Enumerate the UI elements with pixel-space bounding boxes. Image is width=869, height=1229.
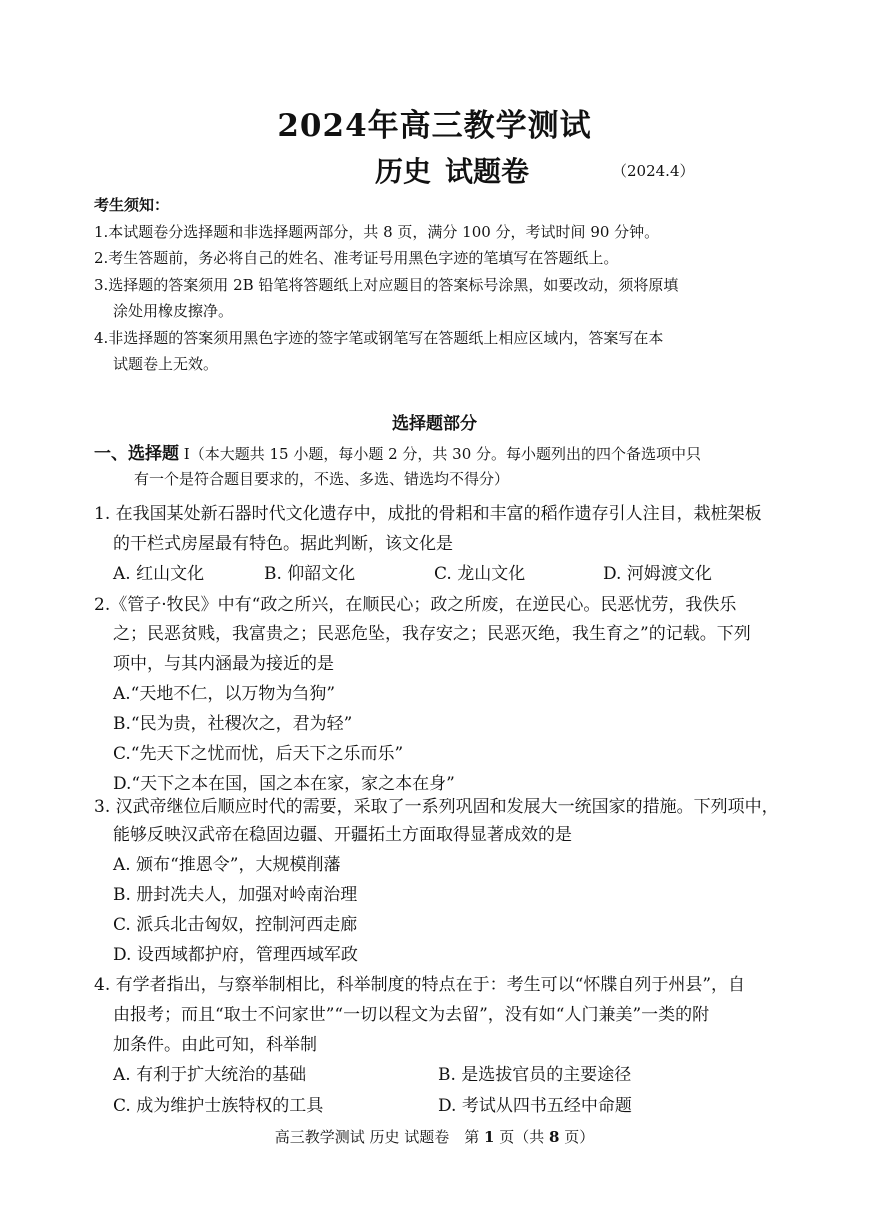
- paper-label: 试题卷: [445, 155, 530, 188]
- page-total: 8: [549, 1128, 560, 1146]
- q4-option-d: D. 考试从四书五经中命题: [438, 1096, 632, 1116]
- q3-stem-line-2: 能够反映汉武帝在稳固边疆、开疆拓土方面取得显著成效的是: [113, 825, 572, 845]
- part1-desc-cont: 有一个是符合题目要求的，不选、多选、错选均不得分）: [134, 470, 510, 488]
- notice-line-4-cont: 试题卷上无效。: [113, 355, 219, 373]
- notice-line-3-cont: 涂处用橡皮擦净。: [113, 302, 234, 320]
- part1-label: 一、选择题: [94, 444, 179, 464]
- q2-stem-line-3: 项中，与其内涵最为接近的是: [113, 654, 334, 674]
- q2-stem-line-1: 2.《管子·牧民》中有“政之所兴，在顺民心；政之所废，在逆民心。民恶忧劳，我佚乐: [94, 595, 737, 615]
- notice-line-3: 3.选择题的答案须用 2B 铅笔将答题纸上对应题目的答案标号涂黑，如要改动，须将原填: [94, 276, 679, 294]
- exam-title: 2024年高三教学测试: [277, 108, 592, 144]
- q2-stem-line-2: 之；民恶贫贱，我富贵之；民恶危坠，我存安之；民恶灭绝，我生育之”的记载。下列: [113, 624, 751, 644]
- q4-stem-line-3: 加条件。由此可知，科举制: [113, 1035, 317, 1055]
- subject-name: 历史: [375, 155, 432, 188]
- q4-stem-line-1: 4. 有学者指出，与察举制相比，科举制度的特点在于：考生可以“怀牒自列于州县”，自: [94, 975, 746, 995]
- notice-line-2: 2.考生答题前，务必将自己的姓名、准考证号用黑色字迹的笔填写在答题纸上。: [94, 249, 619, 267]
- q2-option-d: D.“天下之本在国，国之本在家，家之本在身”: [113, 774, 455, 794]
- q2-option-c: C.“先天下之忧而忧，后天下之乐而乐”: [113, 744, 404, 764]
- q4-option-c: C. 成为维护士族特权的工具: [113, 1096, 324, 1116]
- exam-date: （2024.4）: [612, 162, 695, 180]
- page-footer: [0, 1126, 869, 1147]
- q3-option-c: C. 派兵北击匈奴，控制河西走廊: [113, 915, 358, 935]
- q2-option-a: A.“天地不仁，以万物为刍狗”: [113, 684, 336, 704]
- q2-option-b: B.“民为贵，社稷次之，君为轻”: [113, 714, 353, 734]
- footer-text: 高三教学测试 历史 试题卷 第: [274, 1128, 480, 1146]
- q3-option-a: A. 颁布“推恩令”，大规模削藩: [113, 855, 341, 875]
- q3-option-b: B. 册封冼夫人，加强对岭南治理: [113, 885, 358, 905]
- q1-option-c: C. 龙山文化: [434, 564, 526, 584]
- q1-stem-line-1: 1. 在我国某处新石器时代文化遗存中，成批的骨耜和丰富的稻作遗存引人注目，栽桩架板: [94, 504, 762, 524]
- q1-option-b: B. 仰韶文化: [264, 564, 356, 584]
- q1-stem-line-2: 的干栏式房屋最有特色。据此判断，该文化是: [113, 534, 453, 554]
- part1-instructions: [94, 439, 701, 464]
- part1-desc: Ⅰ（本大题共 15 小题，每小题 2 分，共 30 分。每小题列出的四个备选项中只: [179, 445, 702, 463]
- notice-line-4: 4.非选择题的答案须用黑色字迹的签字笔或钢笔写在答题纸上相应区域内，答案写在本: [94, 329, 664, 347]
- q4-option-b: B. 是选拔官员的主要途径: [438, 1065, 632, 1085]
- q1-option-a: A. 红山文化: [113, 564, 205, 584]
- page-number: 1: [484, 1128, 495, 1146]
- paper-title: [375, 150, 529, 190]
- footer-text-2: 页（共: [499, 1128, 545, 1146]
- q1-option-d: D. 河姆渡文化: [603, 564, 712, 584]
- footer-text-3: 页）: [564, 1128, 595, 1146]
- notice-line-1: 1.本试题卷分选择题和非选择题两部分，共 8 页，满分 100 分，考试时间 90 分钟。: [94, 223, 660, 241]
- section-title: 选择题部分: [392, 414, 477, 434]
- q3-option-d: D. 设西域都护府，管理西域军政: [113, 945, 358, 965]
- q4-stem-line-2: 由报考；而且“取士不问家世”“一切以程文为去留”，没有如“人门兼美”一类的附: [113, 1005, 710, 1025]
- q4-option-a: A. 有利于扩大统治的基础: [113, 1065, 307, 1085]
- notice-heading: 考生须知：: [94, 196, 170, 214]
- q3-stem-line-1: 3. 汉武帝继位后顺应时代的需要，采取了一系列巩固和发展大一统国家的措施。下列项中，: [94, 797, 779, 817]
